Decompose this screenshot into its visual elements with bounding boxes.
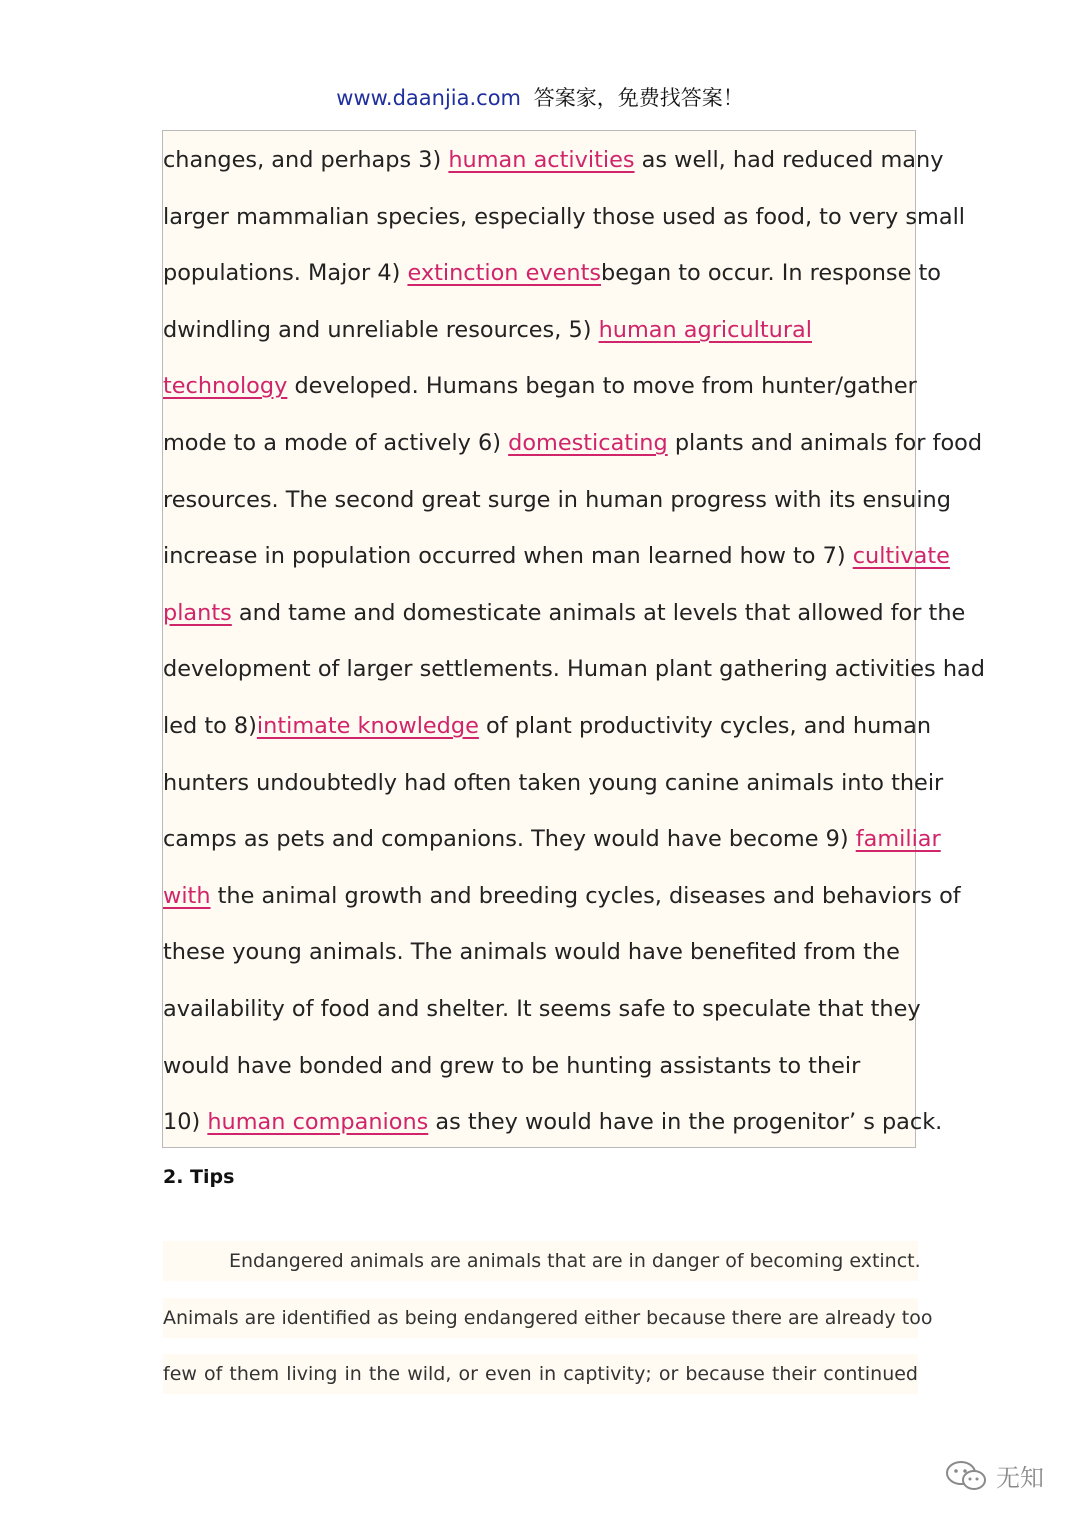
answer-5: human agricultural	[598, 317, 812, 343]
answer-4: extinction events	[407, 260, 602, 286]
answer-9-cont: with	[163, 883, 211, 909]
passage-line: changes, and perhaps 3) human activities as well, had reduced many	[163, 147, 944, 173]
passage-line: would have bonded and grew to be hunting assistants to their	[163, 1053, 861, 1079]
passage-line: technology developed. Humans began to move from hunter/gather	[163, 373, 917, 399]
passage-line: with the animal growth and breeding cycles, diseases and behaviors of	[163, 883, 961, 909]
passage-line: larger mammalian species, especially those used as food, to very small	[163, 204, 966, 230]
answer-7-cont: plants	[163, 600, 232, 626]
watermark	[944, 1458, 1044, 1493]
answer-3: human activities	[448, 147, 635, 173]
watermark-text: 无知	[996, 1464, 1044, 1492]
passage-box	[162, 130, 985, 1148]
tips-heading: 2. Tips	[163, 1166, 235, 1188]
tips-line: Endangered animals are animals that are in danger of becoming extinct.	[163, 1241, 918, 1281]
answer-7: cultivate	[852, 543, 950, 569]
answer-8: intimate knowledge	[256, 713, 479, 739]
tips-line: Animals are identified as being endangered either because there are already too	[163, 1298, 918, 1338]
answer-5-cont: technology	[163, 373, 288, 399]
passage-line: plants and tame and domesticate animals at levels that allowed for the	[163, 600, 966, 626]
passage-line: resources. The second great surge in human progress with its ensuing	[163, 487, 951, 513]
passage-line: increase in population occurred when man learned how to 7) cultivate	[163, 543, 950, 569]
site-url-link[interactable]: www.daanjia.com	[336, 86, 522, 110]
passage-line: populations. Major 4) extinction eventsbegan to occur. In response to	[163, 260, 941, 286]
passage-line: these young animals. The animals would have benefited from the	[163, 939, 900, 965]
passage-line: mode to a mode of actively 6) domesticating plants and animals for food	[163, 430, 983, 456]
passage-line: hunters undoubtedly had often taken young canine animals into their	[163, 770, 944, 796]
answer-6: domesticating	[508, 430, 668, 456]
passage-line: availability of food and shelter. It seems safe to speculate that they	[163, 996, 921, 1022]
wechat-icon	[944, 1459, 990, 1493]
passage-line: led to 8)intimate knowledge of plant productivity cycles, and human	[163, 713, 932, 739]
tips-line: few of them living in the wild, or even in captivity; or because their continued	[163, 1354, 918, 1394]
passage-line: 10) human companions as they would have in the progenitor’ s pack.	[163, 1109, 943, 1135]
passage-line: camps as pets and companions. They would have become 9) familiar	[163, 826, 941, 852]
passage-line: development of larger settlements. Human plant gathering activities had	[163, 656, 985, 682]
answer-10: human companions	[207, 1109, 429, 1135]
page-header	[0, 80, 1080, 116]
passage-line: dwindling and unreliable resources, 5) human agricultural	[163, 317, 812, 343]
site-slogan: 答案家，免费找答案！	[533, 86, 744, 110]
answer-9: familiar	[855, 826, 941, 852]
